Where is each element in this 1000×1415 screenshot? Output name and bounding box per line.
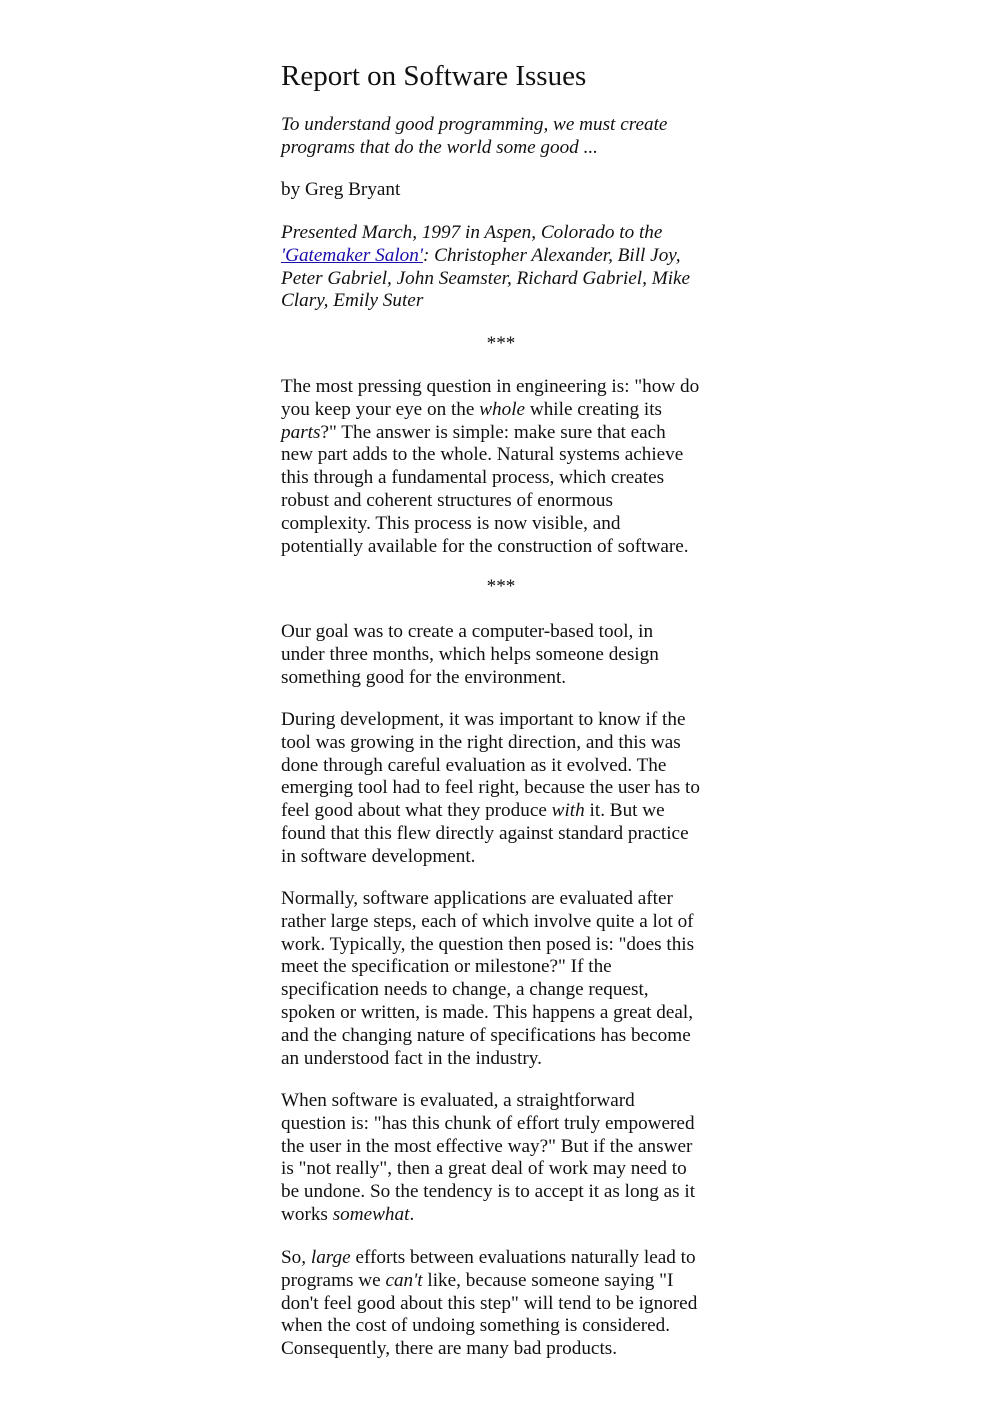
presentation-line: Clary, Emily Suter <box>281 290 424 312</box>
paragraph-straightforward-question <box>281 1090 733 1227</box>
text-line: like, because someone saying "I <box>422 1269 674 1291</box>
text-line: efforts between evaluations naturally lead to <box>350 1247 696 1268</box>
text-line: an understood fact in the industry. <box>281 1047 542 1069</box>
text-line: works <box>281 1203 333 1225</box>
presentation-note <box>281 222 733 313</box>
text-line: potentially available for the construction of software. <box>281 535 689 557</box>
text-line: During development, it was important to know if the <box>281 709 686 730</box>
text-line: rather large steps, each of which involve quite a lot of <box>281 910 694 932</box>
text-line: ?" The answer is simple: make sure that each <box>320 421 666 443</box>
presentation-line: Presented March, 1997 in Aspen, Colorado to the <box>281 222 663 243</box>
text-line: robust and coherent structures of enormous <box>281 489 613 511</box>
text-line: So, <box>281 1247 311 1268</box>
paragraph-large-efforts <box>281 1247 733 1361</box>
presentation-line: : Christopher Alexander, Bill Joy, <box>422 244 681 266</box>
text-line: specification needs to change, a change request, <box>281 979 649 1001</box>
page-title: Report on Software Issues <box>281 60 587 92</box>
text-line: be undone. So the tendency is to accept it as long as it <box>281 1181 696 1203</box>
tagline <box>281 114 733 160</box>
emphasis: with <box>551 800 585 822</box>
text-line: done through careful evaluation as it evolved. The <box>281 754 667 776</box>
text-line: you keep your eye on the <box>281 398 480 420</box>
paragraph-whole-and-parts <box>281 376 733 558</box>
gatemaker-salon-link[interactable]: 'Gatemaker Salon' <box>281 244 423 266</box>
text-line: meet the specification or milestone?" If the <box>281 956 612 978</box>
emphasis: somewhat <box>332 1203 410 1225</box>
text-line: question is: "has this chunk of effort truly empowered <box>281 1112 695 1134</box>
text-line: Normally, software applications are evaluated after <box>281 888 673 909</box>
text-line: found that this flew directly against standard practice <box>281 822 689 844</box>
paragraph-development <box>281 709 733 869</box>
text-line: and the changing nature of specifications has become <box>281 1024 691 1046</box>
emphasis: whole <box>479 398 526 420</box>
separator: *** <box>486 576 516 597</box>
paragraph-evaluation <box>281 888 733 1070</box>
text-line: Our goal was to create a computer-based tool, in <box>281 621 654 642</box>
text-line: when the cost of undoing something is considered. <box>281 1315 671 1337</box>
text-line: tool was growing in the right direction, and this was <box>281 731 681 753</box>
text-line: When software is evaluated, a straightforward <box>281 1090 635 1111</box>
emphasis: large <box>310 1247 351 1268</box>
tagline-line: programs that do the world some good ... <box>281 136 598 158</box>
text-line: complexity. This process is now visible, and <box>281 512 621 534</box>
text-line: new part adds to the whole. Natural systems achieve <box>281 444 684 466</box>
text-line: don't feel good about this step" will tend to be ignored <box>281 1292 698 1314</box>
emphasis: parts <box>281 421 321 443</box>
text-line: feel good about what they produce <box>281 800 552 822</box>
text-line: this through a fundamental process, which creates <box>281 467 665 489</box>
text-line: The most pressing question in engineering is: "how do <box>281 376 700 397</box>
byline: by Greg Bryant <box>281 179 401 200</box>
text-line: work. Typically, the question then posed is: "does this <box>281 933 695 955</box>
presentation-line: Peter Gabriel, John Seamster, Richard Gabriel, Mike <box>281 267 691 289</box>
text-line: emerging tool had to feel right, because the user has to <box>281 777 700 799</box>
text-line: Consequently, there are many bad products. <box>281 1338 618 1360</box>
text-line: in software development. <box>281 845 476 867</box>
tagline-line: To understand good programming, we must create <box>281 114 668 135</box>
text-line: it. But we <box>584 800 665 822</box>
separator: *** <box>486 333 516 354</box>
text-line: under three months, which helps someone design <box>281 643 659 665</box>
text-line: spoken or written, is made. This happens a great deal, <box>281 1001 694 1023</box>
text-line: while creating its <box>525 398 662 420</box>
text-line: programs we <box>281 1269 386 1291</box>
emphasis: can't <box>385 1269 423 1291</box>
text-line: . <box>409 1203 415 1225</box>
paragraph-goal <box>281 621 733 689</box>
text-line: is "not really", then a great deal of work may need to <box>281 1158 687 1180</box>
text-line: the user in the most effective way?" But if the answer <box>281 1135 693 1157</box>
text-line: something good for the environment. <box>281 666 567 688</box>
